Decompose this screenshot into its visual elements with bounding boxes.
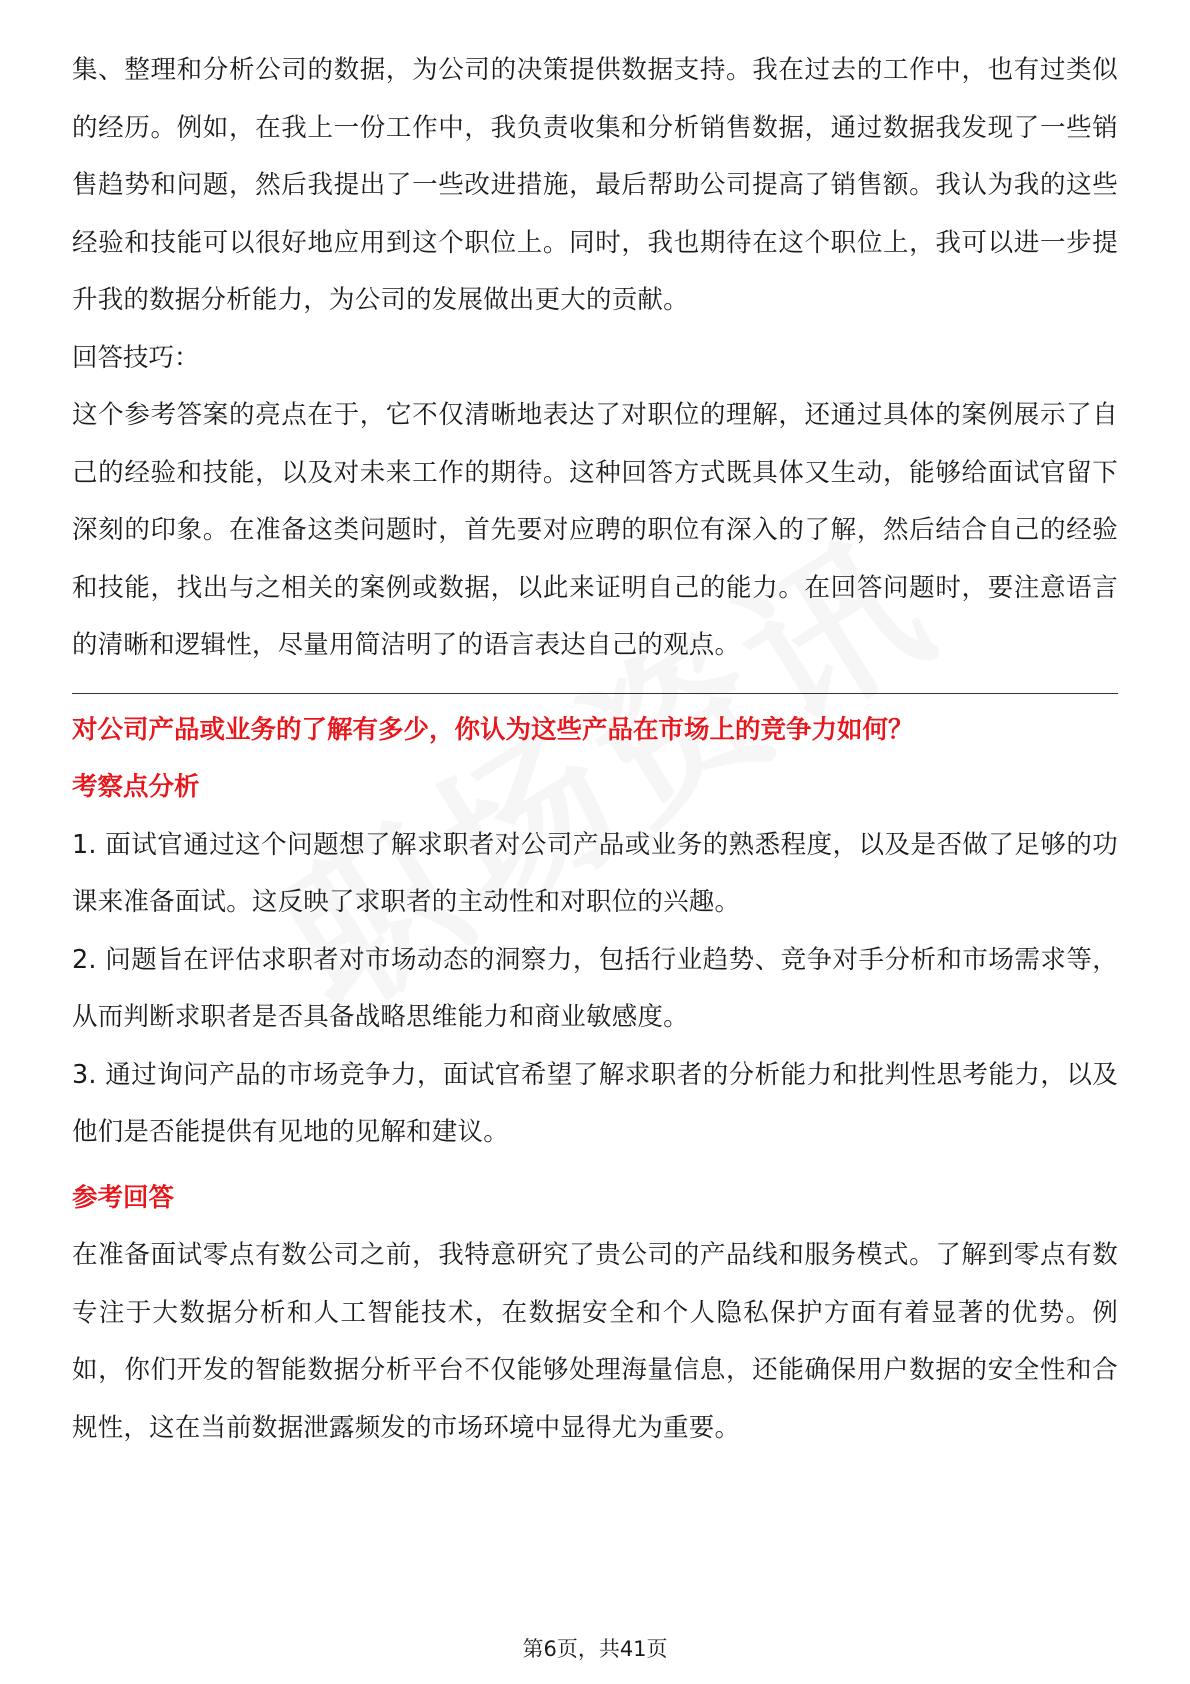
intro-paragraph: 集、整理和分析公司的数据，为公司的决策提供数据支持。我在过去的工作中，也有过类似的经历。例如，在我上一份工作中，我负责收集和分析销售数据，通过数据我发现了一些销售趋势和问题，然后我提出了一些改进措施，最后帮助公司提高了销售额。我认为我的这些经验和技能可以很好地应用到这个职位上。同时，我也期待在这个职位上，我可以进一步提升我的数据分析能力，为公司的发展做出更大的贡献。 bbox=[72, 55, 1118, 315]
reference-title: 参考回答 bbox=[72, 1182, 175, 1213]
analysis-title: 考察点分析 bbox=[72, 772, 200, 802]
analysis-point-2: 2. 问题旨在评估求职者对市场动态的洞察力，包括行业趋势、竞争对手分析和市场需求等，从而判断求职者是否具备战略思维能力和商业敏感度。 bbox=[72, 944, 1118, 1032]
tips-paragraph: 这个参考答案的亮点在于，它不仅清晰地表达了对职位的理解，还通过具体的案例展示了自己的经验和技能，以及对未来工作的期待。这种回答方式既具体又生动，能够给面试官留下深刻的印象。在准备这类问题时，首先要对应聘的职位有深入的了解，然后结合自己的经验和技能，找出与之相关的案例或数据，以此来证明自己的能力。在回答问题时，要注意语言的清晰和逻辑性，尽量用简洁明了的语言表达自己的观点。 bbox=[72, 400, 1118, 660]
page-footer: 第6页，共41页 bbox=[522, 1637, 668, 1661]
page-content bbox=[72, 42, 1118, 1457]
reference-paragraph: 在准备面试零点有数公司之前，我特意研究了贵公司的产品线和服务模式。了解到零点有数专注于大数据分析和人工智能技术，在数据安全和个人隐私保护方面有着显著的优势。例如，你们开发的智能数据分析平台不仅能够处理海量信息，还能确保用户数据的安全性和合规性，这在当前数据泄露频发的市场环境中显得尤为重要。 bbox=[72, 1240, 1118, 1443]
section-divider bbox=[72, 693, 1118, 694]
analysis-point-3: 3. 通过询问产品的市场竞争力，面试官希望了解求职者的分析能力和批判性思考能力，以及他们是否能提供有见地的见解和建议。 bbox=[72, 1059, 1118, 1147]
question-title: 对公司产品或业务的了解有多少，你认为这些产品在市场上的竞争力如何？ bbox=[72, 714, 914, 745]
analysis-point-1: 1. 面试官通过这个问题想了解求职者对公司产品或业务的熟悉程度，以及是否做了足够的功课来准备面试。这反映了求职者的主动性和对职位的兴趣。 bbox=[72, 829, 1118, 917]
section-gap bbox=[72, 1162, 1118, 1170]
tips-label: 回答技巧： bbox=[72, 342, 200, 373]
